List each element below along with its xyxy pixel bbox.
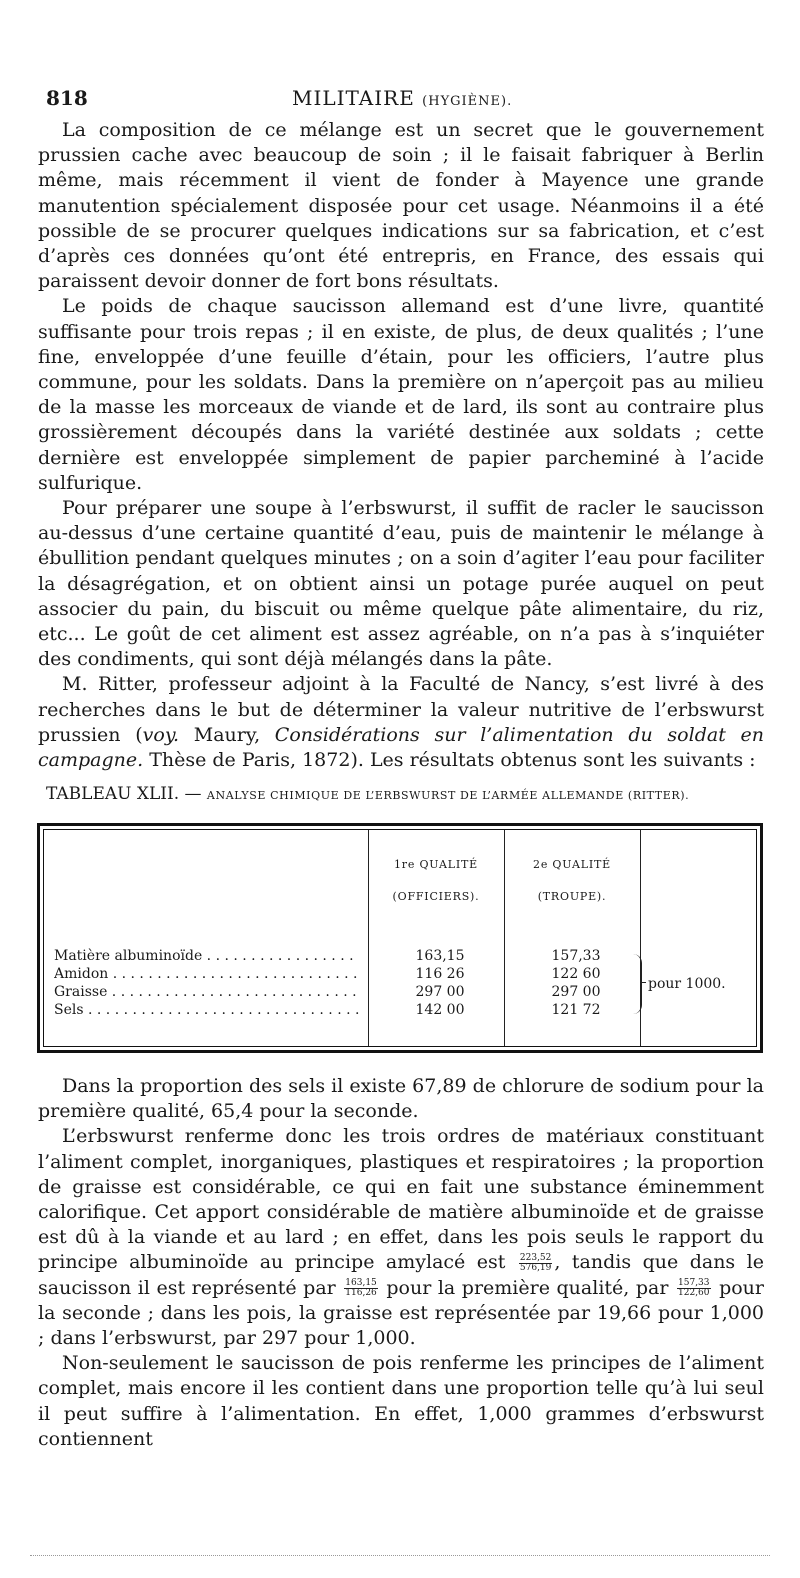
table-row — [54, 948, 754, 966]
brace-tip — [640, 982, 646, 983]
fraction-denominator: 116,26 — [345, 1288, 377, 1299]
analysis-table — [37, 823, 763, 1053]
row-label: Amidon . . . — [54, 966, 359, 982]
fraction-peas — [519, 1254, 553, 1273]
row-value-second: 297 00 — [551, 984, 601, 1000]
fraction-numerator: 163,15 — [345, 1278, 377, 1289]
fraction-numerator: 157,33 — [678, 1278, 710, 1289]
column-header-second-quality: 2e QUALITÉ — [533, 858, 611, 871]
brace-icon — [633, 954, 642, 1014]
analysis-text-c: pour la première qualité, par — [386, 1276, 669, 1299]
column-subheader-troops: (TROUPE). — [537, 890, 607, 903]
paragraph-weight: Le poids de chaque saucisson allemand est d’une livre, quantité suffisante pour trois repas ; il en existe, de plus, de deux qualités ; l’une fine, enveloppée d’une feuille d’étain, pour les officiers, l’autre plus commune, pour les soldats. Dans la première on n’aperçoit pas au milieu de la masse les morceaux de viande et de lard, ils sont au contraire plus grossièrement découpés dans la variété destinée aux soldats ; cette dernière est enveloppée simplement de papier parcheminé à l’acide sulfurique. — [38, 295, 764, 494]
ritter-voy: voy. — [142, 723, 180, 746]
paragraph-complete-food: Non-seulement le saucisson de pois renferme les principes de l’aliment complet, mais encore il les contient dans une proportion telle qu’à lui seul il peut suffire à l’alimentation. En effet, 1,000 grammes d’erbswurst contiennent — [38, 1352, 764, 1450]
column-header-first-quality: 1re QUALITÉ — [394, 858, 478, 871]
row-value-first: 116 26 — [415, 966, 465, 982]
row-label: Matière albuminoïde . . . — [54, 948, 359, 964]
fraction-numerator: 223,52 — [519, 1252, 552, 1263]
row-value-first: 142 00 — [415, 1002, 465, 1018]
row-label: Graisse . . . — [54, 984, 359, 1000]
paragraph-composition: La composition de ce mélange est un secret que le gouvernement prussien cache avec beaucoup de soin ; il le faisait fabriquer à Berlin même, mais récemment il vient de fonder à Mayence une grande manutention spécialement disposée pour cet usage. Néanmoins il a été possible de se procurer quelques indications sur sa fabrication, et c’est d’après ces données qu’ont été entrepris, en France, des essais qui paraissent devoir donner de fort bons résultats. — [38, 119, 764, 293]
fraction-second-quality — [677, 1279, 711, 1298]
analysis-text-b: , tandis que dans le saucisson il est représenté par — [38, 1251, 764, 1299]
text-block-bottom — [38, 1074, 764, 1452]
analysis-text-a: L’erbswurst renferme donc les trois ordres de matériaux constituant l’aliment complet, inorganiques, plastiques et respiratoires ; la proportion de graisse est considérable, ce qui en fait une substance éminemment calorifique. Cet apport considérable de matière albuminoïde et de graisse est dû à la viande et au lard ; en effet, dans les pois seuls le rapport du principe albuminoïde au principe amylacé est — [38, 1125, 764, 1274]
row-value-first: 297 00 — [415, 984, 465, 1000]
paragraph-ritter — [38, 672, 764, 773]
table-caption-sub: ANALYSE CHIMIQUE DE L’ERBSWURST DE L’ARMÉE ALLEMANDE (RITTER). — [206, 789, 690, 802]
ritter-text-start: M. Ritter, professeur adjoint à la Faculté de Nancy, s’est livré à des recherches dans le but de déterminer la valeur nutritive de l’erbswurst prussien ( — [38, 673, 764, 746]
paragraph-preparation: Pour préparer une soupe à l’erbswurst, il suffit de racler le saucisson au-dessus d’une certaine quantité d’eau, puis de maintenir le mélange à ébullition pendant quelques minutes ; on a soin d’agiter l’eau pour faciliter la désagrégation, et on obtient ainsi un potage purée auquel on peut associer du pain, du biscuit ou même quelque pâte alimentaire, du riz, etc... Le goût de cet aliment est assez agréable, on n’a pas à s’inquiéter des condiments, qui sont déjà mélangés dans la pâte. — [38, 497, 764, 671]
table-caption-main: TABLEAU XLII. — — [46, 784, 202, 804]
analysis-table-inner — [43, 829, 757, 1047]
column-subheader-officers: (OFFICIERS). — [392, 890, 480, 903]
paragraph-analysis — [38, 1124, 764, 1351]
running-title — [292, 86, 512, 110]
table-row — [54, 1002, 754, 1020]
analysis-text-d: pour la seconde ; dans les pois, la graisse est représentée par 19,66 pour 1,000 ; dans l’erbswurst, par 297 pour 1,000. — [38, 1276, 764, 1350]
row-value-second: 122 60 — [551, 966, 601, 982]
table-caption — [46, 784, 766, 804]
row-value-second: 121 72 — [551, 1002, 601, 1018]
paragraph-salts: Dans la proportion des sels il existe 67,89 de chlorure de sodium pour la première qualité, 65,4 pour la seconde. — [38, 1075, 764, 1123]
running-title-main: MILITAIRE — [292, 86, 415, 110]
ritter-text-end: Thèse de Paris, 1872). Les résultats obtenus sont les suivants : — [143, 749, 756, 772]
fraction-denominator: 576,19 — [519, 1262, 552, 1273]
running-title-sub: (HYGIÈNE). — [422, 94, 513, 109]
page-number: 818 — [46, 86, 88, 110]
ritter-work-title: Considérations sur l’alimentation du soldat en campagne. — [38, 723, 764, 772]
ritter-author: Maury, — [179, 723, 275, 746]
running-header — [46, 86, 768, 116]
fraction-first-quality — [344, 1279, 378, 1298]
row-label: Sels . . . — [54, 1002, 359, 1018]
row-value-first: 163,15 — [415, 948, 465, 964]
row-value-second: 157,33 — [551, 948, 601, 964]
unit-label: pour 1000. — [648, 976, 726, 992]
fraction-denominator: 122,60 — [678, 1288, 710, 1299]
footer-rule — [30, 1555, 770, 1556]
text-block-top — [38, 118, 764, 773]
